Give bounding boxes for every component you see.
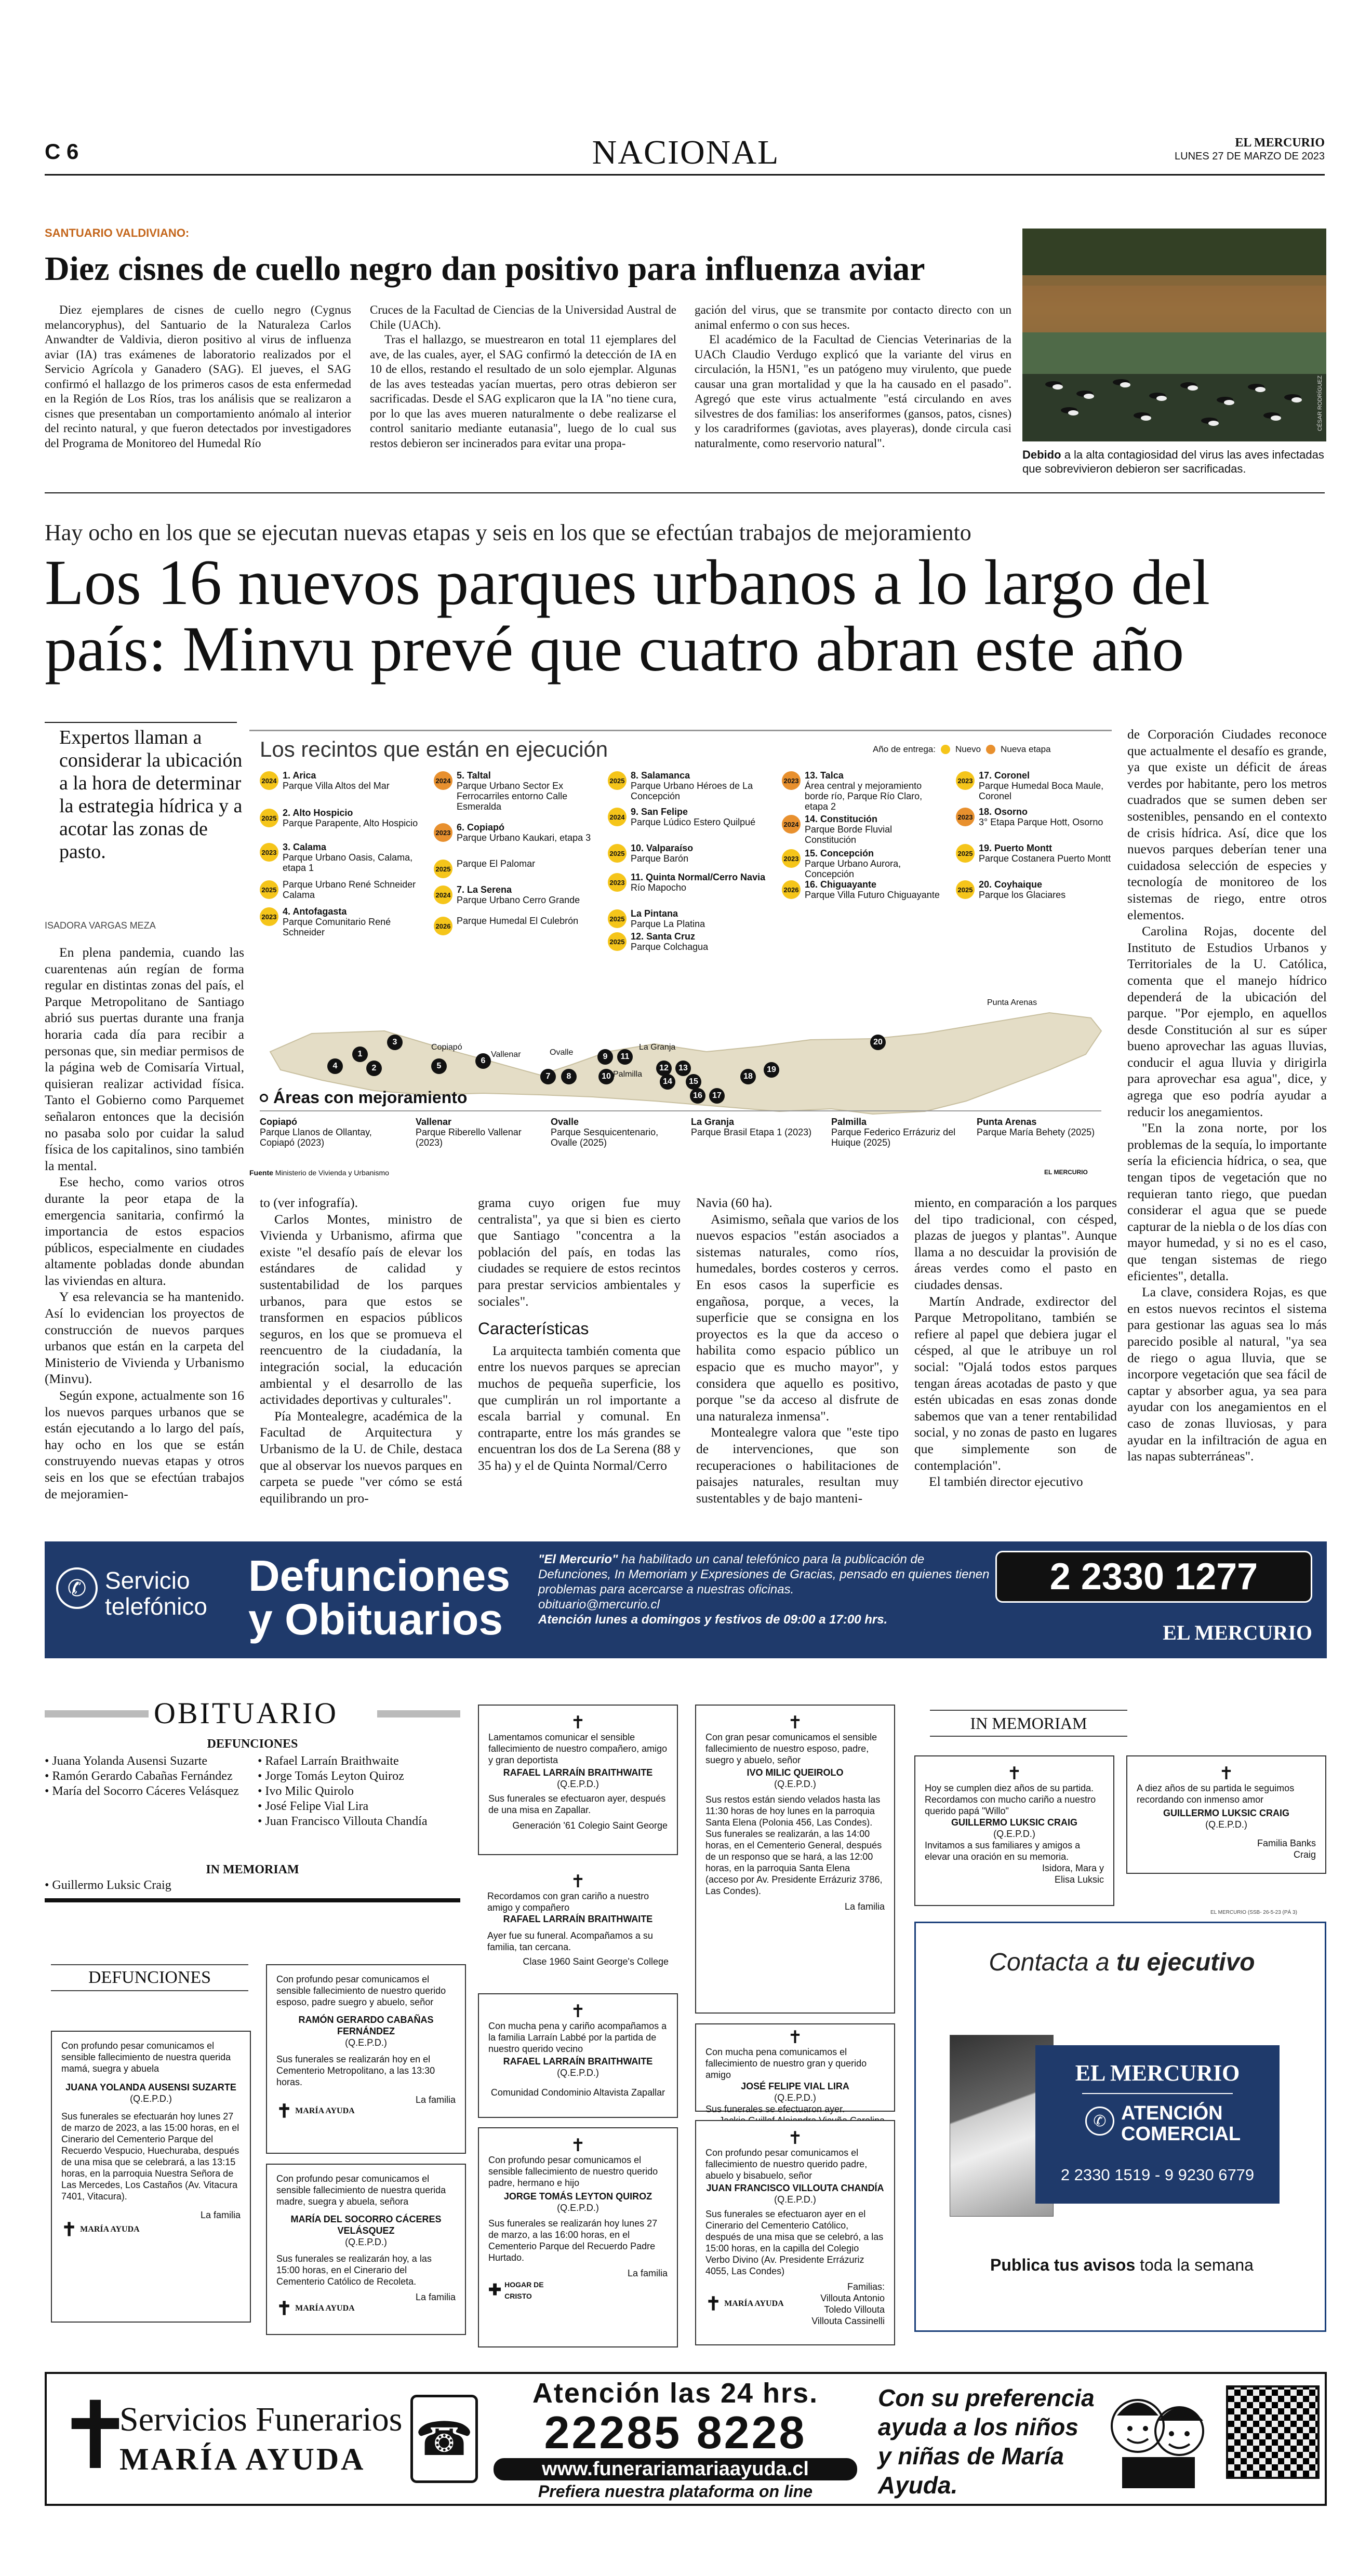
legend <box>873 744 1051 755</box>
year-badge: 2024 <box>608 808 627 826</box>
notice-maria: Con profundo pesar comunicamos el sensible fallecimiento de nuestra querida madre, suegra y abuela, señora MARÍA DEL SOCORRO CÁCERES VELÁSQUEZ (Q.E.P.D.) Sus funerales se realizarán hoy, a las 15:00 horas, en el Cinerario del Cementerio Católico de Recoleta. La familia ✝ MARÍA AYUDA <box>266 2164 466 2335</box>
notice-guillermo-2: ✝ A diez años de su partida le seguimos recordando con inmenso amor GUILLERMO LUKSIC CRAIG (Q.E.P.D.) Familia Banks Craig <box>1126 1755 1326 1874</box>
story1-col2: Cruces de la Facultad de Ciencias de la Universidad Austral de Chile (UACh). Tras el hallazgo, se muestrearon en total 11 ejemplares del ave, de las cuales, ayer, el SAG confirmó la detección de IA en 10 de ellos, restando el resultado de un solo ejemplar. Algunas de las aves testeadas yacían muertas, pero otras debieron ser sacrificadas. Desde el SAG explicaron que la IA "no tiene cura, por lo que las aves mueren naturalmente o debe realizarse el control sanitario mediante eutanasia", luego de lo cual sus restos debieron ser incinerados para evitar una propa- <box>370 303 676 450</box>
park-item: 6. Copiapó Parque Urbano Kaukari, etapa 3 <box>457 822 591 843</box>
info-brand: EL MERCURIO <box>1044 1169 1088 1176</box>
defunciones-header-box <box>51 1964 248 1991</box>
banner-hours: Atención lunes a domingos y festivos de 09:00 a 17:00 hrs. <box>538 1613 888 1627</box>
improve-rule <box>260 1110 1101 1111</box>
cross-icon: ✝ <box>1007 1764 1022 1783</box>
park-item: 5. Taltal Parque Urbano Sector Ex Ferrocarriles entorno Calle Esmeralda <box>457 770 568 812</box>
story1-headline: Diez cisnes de cuello negro dan positivo para influenza aviar <box>45 250 925 288</box>
park-item: Parque Urbano René Schneider Calama <box>283 879 416 900</box>
map-marker-16: 16 <box>690 1088 705 1104</box>
phone-icon: ✆ <box>1085 2107 1114 2136</box>
bottom-ad-slogan: Con su preferencia ayuda a los niños y niñas de María Ayuda. <box>878 2384 1095 2499</box>
bottom-ad[interactable] <box>45 2372 1327 2506</box>
park-item: 10. Valparaíso Parque Barón <box>631 843 694 864</box>
photo-caption <box>1022 448 1326 476</box>
park-item: 9. San Felipe Parque Lúdico Estero Quilpué <box>631 807 756 827</box>
bottom-ad-name-1: Servicios Funerarios <box>119 2400 403 2438</box>
names-right: • Rafael Larraín Braithwaite • Jorge Tomás Leyton Quiroz • Ivo Milic Quirolo • José Felipe Vial Lira • Juan Francisco Villouta Chandía <box>258 1754 428 1828</box>
park-item: 11. Quinta Normal/Cerro Navia Río Mapocho <box>631 872 766 893</box>
maria-ayuda-logo: ✝ MARÍA AYUDA <box>61 2219 140 2240</box>
park-item: 14. Constitución Parque Borde Fluvial Constitución <box>805 814 893 845</box>
exec-service-1: ATENCIÓN <box>1121 2102 1223 2124</box>
cross-icon: ✝ <box>570 1872 585 1891</box>
park-item: Parque Humedal El Culebrón <box>457 916 579 926</box>
info-title: Los recintos que están en ejecución <box>260 737 608 761</box>
story1-kicker: SANTUARIO VALDIVIANO: <box>45 226 190 239</box>
masthead-date: LUNES 27 DE MARZO DE 2023 <box>1175 151 1325 162</box>
year-badge: 2025 <box>434 860 452 878</box>
small-code: EL MERCURIO (SSB- 26-5-23 (PÁ 3) <box>1210 1910 1297 1915</box>
banner-service-1: Servicio <box>105 1567 190 1594</box>
map-marker-20: 20 <box>870 1035 886 1050</box>
year-badge: 2023 <box>956 808 975 826</box>
pullquote-rule <box>45 722 237 723</box>
exec-phones: 2 2330 1519 - 9 9230 6779 <box>1060 2166 1255 2184</box>
in-memoriam-header-box <box>930 1710 1127 1737</box>
maria-ayuda-logo: ✝ MARÍA AYUDA <box>276 2101 355 2122</box>
park-item: 2. Alto Hospicio Parque Parapente, Alto Hospicio <box>283 808 418 828</box>
map-marker-10: 10 <box>598 1069 614 1084</box>
year-badge: 2026 <box>434 917 452 935</box>
map-marker-5: 5 <box>431 1058 447 1074</box>
story-divider <box>45 492 1325 493</box>
notice-juan: ✝ Con profundo pesar comunicamos el fallecimiento de nuestro querido padre, abuelo y bisabuelo, señor JUAN FRANCISCO VILLOUTA CHANDÍA (Q.E.P.D.) Sus funerales se efectuaron ayer en el Cinerario del Cementerio Católico, después de una misa que se celebró, a las 15:00 horas, en la capilla del Colegio Verbo Divino (Av. Presidente Errázuriz 4055, Las Condes) ✝ MARÍA AYUDA Familias: Villouta Antonio Toledo Villouta Villouta Cassinelli <box>695 2120 895 2345</box>
story2-headline: Los 16 nuevos parques urbanos a lo largo del país: Minvu prevé que cuatro abran este año <box>45 547 1210 685</box>
notice-juana: Con profundo pesar comunicamos el sensible fallecimiento de nuestra querida mamá, suegra y abuela JUANA YOLANDA AUSENSI SUZARTE (Q.E.P.D.) Sus funerales se efectuarán hoy lunes 27 de marzo de 2023, a las 15:00 horas, en el Cinerario del Cementerio Parque del Recuerdo Vespucio, Huechuraba, después de una misa que se celebrará, a las 13:15 horas, en la parroquia Nuestra Señora de Las Mercedes, Los Castaños (Av. Vitacura 7401, Vitacura). La familia ✝ MARÍA AYUDA <box>51 2031 251 2323</box>
obituario-title: OBITUARIO <box>154 1696 338 1730</box>
year-badge: 2024 <box>434 771 452 790</box>
legend-label: Año de entrega: <box>873 744 936 754</box>
park-item: 20. Coyhaique Parque los Glaciares <box>979 879 1066 900</box>
qr-code[interactable] <box>1226 2385 1320 2479</box>
improve-item: Copiapó Parque Llanos de Ollantay, Copiapó (2023) <box>260 1117 372 1148</box>
bottom-ad-phone[interactable]: 22285 8228 <box>544 2407 807 2458</box>
story2-left-col: En plena pandemia, cuando las cuarentenas aún regían de forma regular en distintas zonas del país, el Parque Metropolitano de Santiago abrió sus puertas durante una franja horaria cada día para recibir a personas que, sin mediar permisos de la página web de Comisaría Virtual, quisieran realizar actividad física. Tanto el Gobierno como Parquemet señalaron entonces que la decisión no pasaba solo por cuidar la salud física de los capitalinos, sino también la mental. Ese hecho, como varios otros durante la peor etapa de la emergencia sanitaria, confirmó la importancia de estos espacios públicos, especialmente en ciudades altamente pobladas donde abundan las viviendas en altura. Y esa relevancia se ha mantenido. Así lo evidencian los proyectos de construcción de nuevos parques urbanos que están en la carpeta del Ministerio de Vivienda y Urbanismo (Minvu). Según expone, actualmente son 16 los nuevos parques urbanos que se están ejecutando a lo largo del país, hay ocho en los que se están construyendo nuevas etapas y otros seis en los que se efectúan trabajos de mejoramien- <box>45 945 244 1501</box>
cross-logo-icon: ✝ <box>56 2382 135 2490</box>
obituario-index <box>45 1696 460 1893</box>
map-label-punta-arenas: Punta Arenas <box>987 998 1037 1007</box>
banner-email: obituario@mercurio.cl <box>538 1598 660 1612</box>
park-item: 3. Calama Parque Urbano Oasis, Calama, etapa 1 <box>283 842 413 873</box>
byline: ISADORA VARGAS MEZA <box>45 920 156 931</box>
maria-ayuda-logo: ✝ MARÍA AYUDA <box>705 2293 784 2314</box>
notice-ivo: ✝ Con gran pesar comunicamos el sensible fallecimiento de nuestro esposo, padre, suegro y abuelo, señor IVO MILIC QUEIROLO (Q.E.P.D.) Sus restos están siendo velados hasta las 11:30 horas de hoy lunes en la parroquia Santa Elena (Polonia 456, Las Condes). Sus funerales se realizarán, a las 14:00 horas, en el Cementerio General, después de un responso que se hará, a las 12:00 horas, en la parroquia Santa Elena (acceso por Av. Presidente Errázuriz 3786, Las Condes). La familia <box>695 1705 895 2014</box>
map-marker-4: 4 <box>327 1058 343 1074</box>
map-label-copiapo: Copiapó <box>431 1043 462 1052</box>
exec-rule <box>1082 2093 1233 2094</box>
banner-brand: EL MERCURIO <box>1163 1621 1312 1644</box>
cross-icon: ✝ <box>1219 1764 1234 1783</box>
exec-service-2: COMERCIAL <box>1121 2123 1241 2145</box>
story1-col1: Diez ejemplares de cisnes de cuello negro (Cygnus melancoryphus), del Santuario de la Naturaleza Carlos Anwandter de Valdivia, dieron positivo al virus de influenza aviar (IA) tras exámenes de laboratorio realizados por el Servicio Agrícola y Ganadero (SAG). El jueves, el SAG confirmó el hallazgo de los primeros casos de esta enfermedad en la Región de Los Ríos, tras los análisis que se realizaron a cisnes que presentaban un comportamiento anómalo al interior del recinto natural, y que fueron detectados por investigadores del Programa de Monitoreo del Humedal Río <box>45 303 351 450</box>
cross-icon: ✝ <box>788 1713 803 1733</box>
year-badge: 2025 <box>956 880 975 899</box>
children-illustration <box>1101 2384 1216 2493</box>
map-marker-6: 6 <box>475 1053 491 1069</box>
year-badge: 2025 <box>956 844 975 863</box>
caption-bold: Debido <box>1022 448 1061 461</box>
exec-footer: Publica tus avisos toda la semana <box>990 2256 1254 2274</box>
map-marker-18: 18 <box>740 1069 756 1084</box>
story2-col-b1: to (ver infografía). Carlos Montes, ministro de Vivienda y Urbanismo, afirma que existe "el desafío país de elevar los estándares de calidad y sustentabilidad de los parques urbanos, para que estos se transformen en espacios públicos seguros, en los que se promueva el reencuentro de la ciudadanía, la integración social, la educación ambiental y el desarrollo de las actividades deportivas y culturales". Pía Montealegre, académica de la Facultad de Arquitectura y Urbanismo de la U. de Chile, destaca que al observar los nuevos parques en carpeta se puede "ver cómo se está equilibrando un pro- <box>260 1195 462 1506</box>
section-title: NACIONAL <box>592 133 780 171</box>
year-badge: 2023 <box>434 823 452 842</box>
park-item: 13. Talca Área central y mejoramiento borde río, Parque Río Claro, etapa 2 <box>805 770 923 812</box>
cross-icon: ✝ <box>570 2002 585 2021</box>
banner-service-2: telefónico <box>105 1593 207 1620</box>
obituary-phone-banner[interactable] <box>45 1541 1327 1658</box>
legend-new-swatch <box>941 745 950 754</box>
year-badge: 2025 <box>260 809 278 827</box>
obit-rule-right <box>377 1710 460 1718</box>
story2-col-b3: Navia (60 ha). Asimismo, señala que varios de los nuevos espacios "están asociados a sistemas naturales, como ríos, humedales, bordes costeros y cerros. En esos casos la superficie es engañosa, porque, a veces, la superficie que se consigna en los proyectos es la que da acceso o habilita como espacio público un espacio que es mucho mayor", y considera que aquello es positivo, porque "se da acceso al disfrute de una naturaleza inmensa". Montealegre valora que "este tipo de intervenciones, que son recuperaciones o habilitaciones de paisajes naturales, resultan muy sustentables y de bajo manteni- <box>696 1195 899 1506</box>
map-marker-14: 14 <box>660 1074 675 1090</box>
year-badge: 2024 <box>782 815 801 834</box>
improve-item: Palmilla Parque Federico Errázuriz del Huique (2025) <box>831 1117 956 1148</box>
info-top-rule <box>249 730 1112 731</box>
in-memoriam-label: IN MEMORIAM <box>206 1863 299 1876</box>
exec-blue-card <box>1035 2045 1280 2204</box>
map-marker-19: 19 <box>764 1062 779 1078</box>
improve-title: Áreas con mejoramiento <box>260 1088 467 1107</box>
year-badge: 2026 <box>782 880 801 899</box>
phone-icon: ✆ <box>56 1567 98 1609</box>
notice-rafael-1: ✝ Lamentamos comunicar el sensible fallecimiento de nuestro compañero, amigo y gran deportista RAFAEL LARRAÍN BRAITHWAITE (Q.E.P.D.) Sus funerales se efectuaron ayer, después de una misa en Zapallar. Generación '61 Colegio Saint George <box>478 1705 678 1855</box>
year-badge: 2023 <box>782 849 801 868</box>
banner-text: "El Mercurio" ha habilitado un canal telefónico para la publicación de Defunciones, In Memoriam y Expresiones de Gracias, pensado en quienes tienen problemas para acercarse a nuestras oficinas. obituario@mercurio.cl Atención lunes a domingos y festivos de 09:00 a 17:00 hrs. <box>538 1552 990 1627</box>
park-item: 19. Puerto Montt Parque Costanera Puerto Montt <box>979 843 1111 864</box>
park-item: 18. Osorno 3° Etapa Parque Hott, Osorno <box>979 807 1103 827</box>
map-label-vallenar: Vallenar <box>491 1050 521 1059</box>
park-item: 15. Concepción Parque Urbano Aurora, Concepción <box>805 848 901 879</box>
bottom-ad-web[interactable]: www.funerariamariaayuda.cl <box>494 2458 857 2480</box>
year-badge: 2025 <box>608 932 627 951</box>
map-marker-15: 15 <box>686 1074 701 1090</box>
notice-jose: ✝ Con mucha pena comunicamos el fallecimiento de nuestro gran y querido amigo JOSÉ FELIPE VIAL LIRA (Q.E.P.D.) Sus funerales se efectuaron ayer. <box>695 2023 895 2112</box>
infographic <box>249 730 1112 1182</box>
memoriam-name: • Guillermo Luksic Craig <box>45 1879 171 1892</box>
year-badge: 2024 <box>434 886 452 904</box>
map-marker-11: 11 <box>617 1049 633 1065</box>
notice-rafael-2: ✝ Recordamos con gran cariño a nuestro amigo y compañero RAFAEL LARRAÍN BRAITHWAITE Ayer fue su funeral. Acompañamos a su familia, tan cercana. Clase 1960 Saint George's College <box>478 1864 678 1976</box>
map-label-la-granja: La Granja <box>639 1043 676 1052</box>
bottom-ad-web-note: Prefiera nuestra plataforma on line <box>538 2482 813 2501</box>
year-badge: 2025 <box>608 909 627 928</box>
in-memoriam-header: IN MEMORIAM <box>970 1713 1087 1733</box>
year-badge: 2023 <box>260 907 278 926</box>
park-item: 7. La Serena Parque Urbano Cerro Grande <box>457 884 580 905</box>
park-item: 8. Salamanca Parque Urbano Héroes de La Concepción <box>631 770 753 801</box>
year-badge: 2023 <box>956 771 975 790</box>
map-marker-1: 1 <box>352 1046 368 1062</box>
story2-col-b2: grama cuyo origen fue muy centralista", ya que si bien es cierto que Santiago "concentra a la población del país, en todas las ciudades se requiere de estos recintos para prestar servicios ambientales y sociales". Características La arquitecta también comenta que entre los nuevos parques se aprecian muchos de pequeña superficie, los que cumplirán un rol importante a escala barrial y comunal. En contraparte, entre los más grandes se encuentran los dos de La Serena (88 y 35 ha) y el de Quinta Normal/Cerro <box>478 1195 681 1473</box>
improve-item: Ovalle Parque Sesquicentenario, Ovalle (2025) <box>551 1117 659 1148</box>
cross-icon: ✝ <box>788 2028 803 2047</box>
year-badge: 2025 <box>608 771 627 790</box>
exec-headline: Contacta a tu ejecutivo <box>989 1949 1255 1976</box>
improve-item: Punta Arenas Parque María Behety (2025) <box>977 1117 1095 1137</box>
subhead-caracteristicas: Características <box>478 1319 589 1338</box>
photo-credit: CÉSAR RODRÍGUEZ <box>1317 375 1323 431</box>
pullquote: Expertos llaman a considerar la ubicación a la hora de determinar la estrategia hídrica y a acotar las zonas de pasto. <box>59 727 243 863</box>
header-rule <box>45 174 1325 176</box>
improve-marker-icon <box>260 1094 268 1102</box>
improve-item: La Granja Parque Brasil Etapa 1 (2023) <box>691 1117 812 1137</box>
swans-photo <box>1022 229 1326 441</box>
obit-bottom-rule <box>45 1898 460 1902</box>
defunciones-label: DEFUNCIONES <box>207 1737 298 1751</box>
banner-title-1: Defunciones <box>248 1551 511 1600</box>
year-badge: 2024 <box>260 771 278 790</box>
page-number: C 6 <box>45 139 79 164</box>
year-badge: 2023 <box>260 843 278 862</box>
notice-ramon: Con profundo pesar comunicamos el sensible fallecimiento de nuestro querido esposo, padre suegro y abuelo, señor RAMÓN GERARDO CABAÑAS FERNÁNDEZ (Q.E.P.D.) Sus funerales se realizarán hoy en el Cementerio Metropolitano, a las 13:30 horas. La familia ✝ MARÍA AYUDA <box>266 1964 466 2154</box>
legend-stage-swatch <box>986 745 995 754</box>
bottom-ad-attn: Atención las 24 hrs. <box>532 2378 819 2409</box>
story2-right-col: de Corporación Ciudades reconoce que actualmente el desafío es grande, ya que existe un déficit de áreas verdes por habitante, pero los metros cuadrados que se sumen deben ser sostenibles, pensando en el contexto de crisis hídrica. Así, dice que los nuevos parques deberían tener una cuidadosa selección de especies y tecnología de monitoreo de los sistemas de riego, entre otros elementos. Carolina Rojas, docente del Instituto de Estudios Urbanos y Territoriales de la U. Católica, comenta que el manejo hídrico dependerá de la ubicación del parque. "Por ejemplo, en aquellos desde Constitución al sur es súper bueno aprovechar las aguas lluvias, conducir el agua lluvia y dirigirla para aprovechar esa agua", dice, y agrega que eso podría ayudar a reducir los anegamientos. "En la zona norte, por los problemas de la sequía, lo importante sería la eficiencia hídrica, o sea, que tengan tipos de vegetación que no requieran tanto riego, que puedan considerar el agua que se puede capturar de la niebla o de los días con mayor humedad, y si no es el caso, que tengan sistemas de riego eficientes", detalla. La clave, considera Rojas, es que en estos nuevos recintos el sistema para gestionar las aguas sea lo más parecido posible al natural, "ya sea de riego o agua lluvia, que se incorpore vegetación que sea fácil de captar y absorber agua, ya sea para ayudar con los anegamientos en el caso de zonas lluviosas, y para ayudar en la infiltración de agua en las napas subterráneas". <box>1127 727 1327 1464</box>
exec-brand: EL MERCURIO <box>1075 2060 1240 2086</box>
map-marker-2: 2 <box>366 1061 382 1076</box>
caption-text: a la alta contagiosidad del virus las aves infectadas que sobrevivieron debieron ser sacrificadas. <box>1022 448 1324 475</box>
year-badge: 2025 <box>260 880 278 899</box>
defunciones-header: DEFUNCIONES <box>88 1968 211 1987</box>
map-label-palmilla: Palmilla <box>613 1070 643 1079</box>
park-item: 12. Santa Cruz Parque Colchagua <box>631 931 709 952</box>
legend-stage: Nueva etapa <box>1001 744 1051 754</box>
story2-col-b4: miento, en comparación a los parques del tipo tradicional, con césped, plazas de juegos y plantas". Aunque llama a no descuidar la provisión de áreas verdes como el pasto en ciudades densas. Martín Andrade, exdirector del Parque Metropolitano, también se refiere al papel que debiera jugar el césped, al que le atribuye un rol social: "Ojalá todos estos parques tengan áreas acotadas de pasto y que estén ubicadas en esas zonas donde sabemos que van a tener rentabilidad social, y no zonas de pasto en lugares que simplemente son de contemplación". El también director ejecutivo <box>914 1195 1117 1490</box>
hogar-de-cristo-logo: ✚ HOGAR DE CRISTO <box>488 2280 544 2300</box>
phone-handset-icon: ☎ <box>410 2395 478 2483</box>
year-badge: 2023 <box>782 771 801 790</box>
map-marker-12: 12 <box>656 1061 672 1076</box>
map-marker-17: 17 <box>709 1088 725 1104</box>
exec-ad[interactable] <box>914 1922 1326 2332</box>
maria-ayuda-logo: ✝ MARÍA AYUDA <box>276 2298 355 2319</box>
cross-icon: ✝ <box>788 2128 803 2148</box>
obit-rule-left <box>45 1710 149 1718</box>
park-item: 4. Antofagasta Parque Comunitario René Schneider <box>283 906 391 937</box>
bottom-ad-name-2: MARÍA AYUDA <box>119 2442 366 2476</box>
map-marker-8: 8 <box>561 1069 577 1084</box>
banner-phone[interactable]: 2 2330 1277 <box>995 1551 1312 1603</box>
map-label-ovalle: Ovalle <box>550 1048 574 1057</box>
legend-new: Nuevo <box>955 744 981 754</box>
park-item: 16. Chiguayante Parque Villa Futuro Chiguayante <box>805 879 940 900</box>
chile-map <box>249 998 1112 1135</box>
park-item: 17. Coronel Parque Humedal Boca Maule, Coronel <box>979 770 1104 801</box>
map-marker-3: 3 <box>387 1035 403 1050</box>
map-marker-7: 7 <box>540 1069 556 1084</box>
info-source: Fuente Ministerio de Vivienda y Urbanismo <box>249 1169 389 1177</box>
park-item: Parque El Palomar <box>457 858 536 869</box>
banner-title-2: y Obituarios <box>248 1595 503 1644</box>
map-marker-9: 9 <box>597 1049 613 1065</box>
park-item: 1. Arica Parque Villa Altos del Mar <box>283 770 390 791</box>
notice-jorge: ✝ Con profundo pesar comunicamos el sensible fallecimiento de nuestro querido padre, hermano e hijo JORGE TOMÁS LEYTON QUIROZ (Q.E.P.D.) Sus funerales se realizarán hoy lunes 27 de marzo, a las 16:00 horas, en el Cementerio Parque del Recuerdo Padre Hurtado. La familia ✚ HOGAR DE CRISTO <box>478 2127 678 2347</box>
improve-item: Vallenar Parque Riberello Vallenar (2023) <box>416 1117 522 1148</box>
notice-guillermo-1: ✝ Hoy se cumplen diez años de su partida. Recordamos con mucho cariño a nuestro querido papá "Willo" GUILLERMO LUKSIC CRAIG (Q.E.P.D.) Invitamos a sus familiares y amigos a elevar una oración en su memoria. Isidora, Mara y Elisa Luksic <box>914 1755 1114 1906</box>
names-left: • Juana Yolanda Ausensi Suzarte • Ramón Gerardo Cabañas Fernández • María del Socorro Cáceres Velásquez <box>45 1754 239 1798</box>
year-badge: 2025 <box>608 844 627 863</box>
map-marker-13: 13 <box>675 1061 691 1076</box>
notice-rafael-3: ✝ Con mucha pena y cariño acompañamos a la familia Larraín Labbé por la partida de nuestro querido vecino RAFAEL LARRAÍN BRAITHWAITE (Q.E.P.D.) Comunidad Condominio Altavista Zapallar <box>478 1993 678 2118</box>
cross-icon: ✝ <box>570 2136 585 2155</box>
park-item: La Pintana Parque La Platina <box>631 908 705 929</box>
story2-deck: Hay ocho en los que se ejecutan nuevas etapas y seis en los que se efectúan trabajos de mejoramiento <box>45 520 971 545</box>
story1-col3: gación del virus, que se transmite por contacto directo con un animal enfermo o con sus heces. El académico de la Facultad de Ciencias Veterinarias de la UACh Claudio Verdugo explicó que la variante del virus en circulación, la H5N1, "es un patógeno muy virulento, que puede causar una gran mortalidad y que la ha causado en el pasado". Agregó que este virus actualmente "está circulando en aves silvestres de dos familias: los anseriformes (gansos, patos, cisnes) y los caradriformes (gaviotas, aves playeras), donde circula casi naturalmente, como reservorio natural". <box>695 303 1011 450</box>
cross-icon: ✝ <box>570 1713 585 1733</box>
year-badge: 2023 <box>608 873 627 892</box>
masthead-name: EL MERCURIO <box>1235 136 1325 150</box>
